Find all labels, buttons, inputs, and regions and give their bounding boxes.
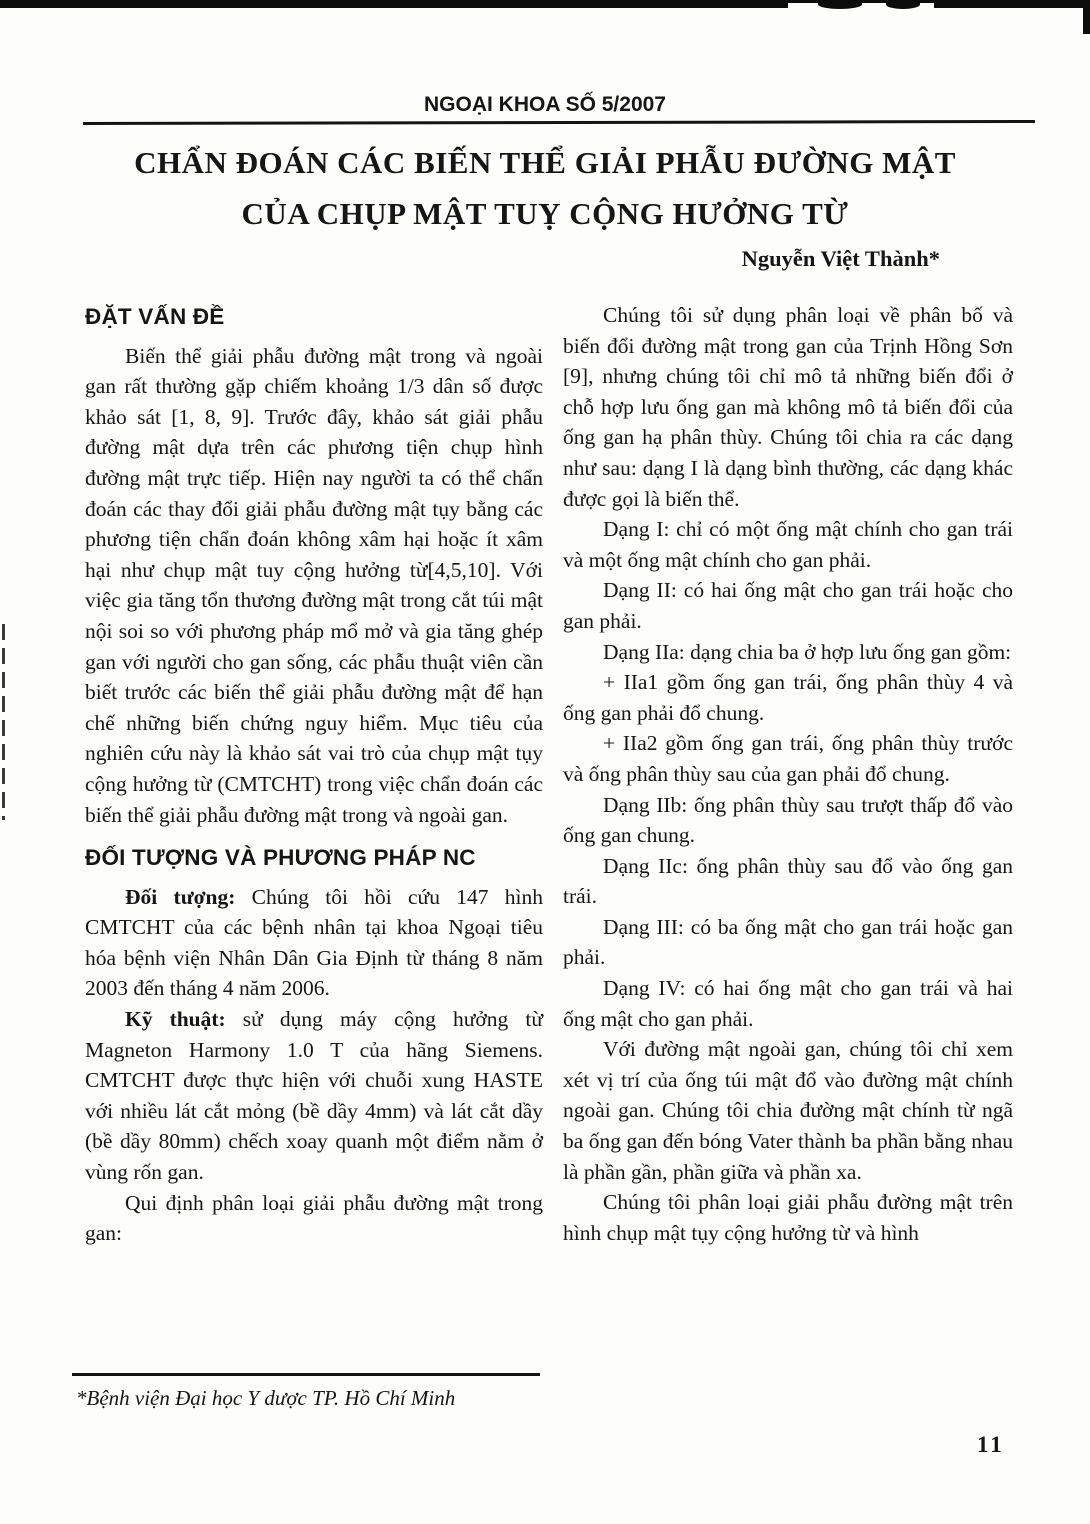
paragraph-doi-tuong (85, 882, 543, 1004)
footnote-affiliation: *Bệnh viện Đại học Y dược TP. Hồ Chí Minh (76, 1386, 456, 1410)
paragraph-dang-iia: Dạng IIa: dạng chia ba ở hợp lưu ống gan gồm: (603, 639, 1012, 664)
section-heading-doi-tuong-phuong-phap: ĐỐI TƯỢNG VÀ PHƯƠNG PHÁP NC (85, 845, 476, 871)
paragraph-text-doi-tuong: Chúng tôi hồi cứu 147 hình CMTCHT của các bệnh nhân tại khoa Ngoại tiêu hóa bệnh viện Nhân Dân Gia Định từ tháng 8 năm 2003 đến tháng 4 năm 2006. (85, 884, 543, 1001)
paragraph-dang-iv: Dạng IV: có hai ống mật cho gan trái và hai ống mật cho gan phải. (563, 976, 1013, 1031)
journal-header: NGOẠI KHOA SỐ 5/2007 (424, 93, 666, 116)
paragraph-classification-intro: Chúng tôi sử dụng phân loại về phân bố và biến đổi đường mật trong gan của Trịnh Hồng Sơn [9], nhưng chúng tôi chỉ mô tả những biến đổi ở chỗ hợp lưu ống gan mà không mô tả biến đổi của ống gan hạ phân thùy. Chúng tôi chia ra các dạng như sau: dạng I là dạng bình thường, các dạng khác được gọi là biến thể. (563, 303, 1013, 511)
paragraph-dang-iic: Dạng IIc: ống phân thùy sau đổ vào ống gan trái. (563, 853, 1013, 909)
header-divider (83, 120, 1035, 125)
page-number: 11 (977, 1432, 1005, 1457)
paragraph-introduction: Biến thể giải phẫu đường mật trong và ngoài gan rất thường gặp chiếm khoảng 1/3 dân số được khảo sát [1, 8, 9]. Trước đây, khảo sát giải phẫu đường mật dựa trên các phương tiện chụp hình đường mật trực tiếp. Hiện nay người ta có thể chẩn đoán các thay đổi giải phẫu đường mật tụy bằng các phương tiện chẩn đoán không xâm hại hoặc ít xâm hại như chụp mật tuy cộng hưởng từ[4,5,10]. Với việc gia tăng tổn thương đường mật trong cắt túi mật nội soi so với phương pháp mổ mở và gia tăng ghép gan với người cho gan sống, các phẫu thuật viên cần biết trước các biến thể giải phẫu đường mật để hạn chế những biến chứng nguy hiểm. Mục tiêu của nghiên cứu này là khảo sát vai trò của chụp mật tụy cộng hưởng từ (CMTCHT) trong việc chẩn đoán các biến thể giải phẫu đường mật trong và ngoài gan. (85, 343, 543, 827)
footnote-divider (72, 1373, 540, 1376)
left-column (85, 300, 543, 1249)
paragraph-dang-iia2: + IIa2 gồm ống gan trái, ống phân thùy trước và ống phân thùy sau của gan phải đổ chung. (563, 731, 1013, 786)
article-title (0, 137, 1090, 239)
article-title-line-1: CHẨN ĐOÁN CÁC BIẾN THỂ GIẢI PHẪU ĐƯỜNG MẬT (134, 145, 956, 180)
paragraph-text-ky-thuat: sử dụng máy cộng hưởng từ Magneton Harmony 1.0 T của hãng Siemens. CMTCHT được thực hiện với chuỗi xung HASTE với nhiều lát cắt mỏng (bề dầy 4mm) và lát cắt dầy (bề dầy 80mm) chếch xoay quanh một điểm nằm ở vùng rốn gan. (85, 1007, 543, 1185)
section-heading-dat-van-de: ĐẶT VẤN ĐỀ (85, 304, 225, 329)
paragraph-lead-ky-thuat: Kỹ thuật: (125, 1007, 226, 1032)
paragraph-phan-loai-cuoi: Chúng tôi phân loại giải phẫu đường mật trên hình chụp mật tụy cộng hưởng từ và hình (563, 1190, 1013, 1245)
paragraph-dang-i: Dạng I: chỉ có một ống mật chính cho gan trái và một ống mật chính cho gan phải. (563, 517, 1013, 572)
scan-artifact-top-bar (0, 0, 1090, 8)
right-column (563, 300, 1013, 1248)
paragraph-dang-iii: Dạng III: có ba ống mật cho gan trái hoặc gan phải. (563, 914, 1013, 970)
paragraph-dang-ii: Dạng II: có hai ống mật cho gan trái hoặc cho gan phải. (563, 578, 1013, 633)
article-title-line-2: CỦA CHỤP MẬT TUỴ CỘNG HƯỞNG TỪ (241, 196, 849, 231)
paragraph-dang-iib: Dạng IIb: ống phân thùy sau trượt thấp đổ vào ống gan chung. (563, 792, 1013, 848)
paragraph-dang-iia1: + IIa1 gồm ống gan trái, ống phân thùy 4 và ống gan phải đổ chung. (563, 670, 1013, 725)
author-byline: Nguyễn Việt Thành* (741, 246, 940, 271)
paragraph-duong-mat-ngoai-gan: Với đường mật ngoài gan, chúng tôi chỉ xem xét vị trí của ống túi mật đổ vào đường mật chính ngoài gan. Chúng tôi chia đường mật chính từ ngã ba ống gan đến bóng Vater thành ba phần bằng nhau là phần gần, phần giữa và phần xa. (563, 1037, 1013, 1184)
paragraph-lead-doi-tuong: Đối tượng: (125, 884, 236, 909)
paragraph-qui-dinh: Qui định phân loại giải phẫu đường mật trong gan: (85, 1190, 543, 1246)
scan-artifact-blob (886, 0, 920, 9)
scan-artifact-left-dashes (2, 624, 5, 820)
paragraph-ky-thuat (85, 1004, 543, 1188)
scan-artifact-right-edge (1083, 0, 1090, 34)
scan-artifact-blob (818, 0, 862, 9)
